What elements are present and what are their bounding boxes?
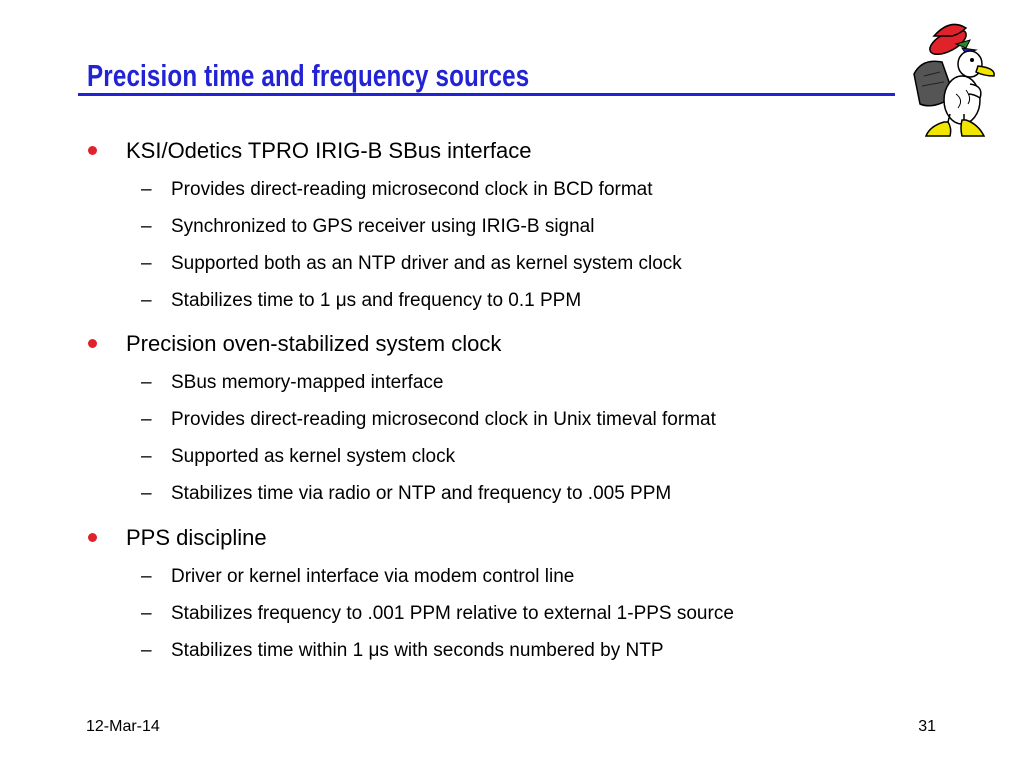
footer-date: 12-Mar-14 xyxy=(86,718,160,735)
bullet-text: Precision oven-stabilized system clock xyxy=(126,331,502,356)
dash-marker: – xyxy=(141,216,152,237)
sub-bullet-text: Provides direct-reading microsecond clock in BCD format xyxy=(171,179,653,200)
sub-bullet-text: Stabilizes time within 1 μs with seconds numbered by NTP xyxy=(171,640,664,661)
dash-marker: – xyxy=(141,409,152,430)
sub-bullet-text: Stabilizes frequency to .001 PPM relative to external 1-PPS source xyxy=(171,603,734,624)
dash-marker: – xyxy=(141,566,152,587)
bullet-text: PPS discipline xyxy=(126,525,267,550)
slide-title: Precision time and frequency sources xyxy=(87,58,530,93)
sub-bullet-text: Driver or kernel interface via modem control line xyxy=(171,566,575,587)
sub-bullet-text: Supported both as an NTP driver and as kernel system clock xyxy=(171,253,682,274)
sub-bullet-text: Stabilizes time to 1 μs and frequency to 0.1 PPM xyxy=(171,290,582,311)
sub-bullet-text: Supported as kernel system clock xyxy=(171,446,456,467)
sub-bullet-text: SBus memory-mapped interface xyxy=(171,372,444,393)
dash-marker: – xyxy=(141,372,152,393)
bullet-dot-icon xyxy=(88,146,97,155)
dash-marker: – xyxy=(141,603,152,624)
dash-marker: – xyxy=(141,446,152,467)
dash-marker: – xyxy=(141,483,152,504)
page-number: 31 xyxy=(918,718,936,735)
dash-marker: – xyxy=(141,179,152,200)
sub-bullet-text: Stabilizes time via radio or NTP and frequency to .005 PPM xyxy=(171,483,672,504)
dash-marker: – xyxy=(141,253,152,274)
bullet-text: KSI/Odetics TPRO IRIG-B SBus interface xyxy=(126,138,532,163)
sub-bullet-text: Provides direct-reading microsecond clock in Unix timeval format xyxy=(171,409,716,430)
dash-marker: – xyxy=(141,290,152,311)
sub-bullet-text: Synchronized to GPS receiver using IRIG-B signal xyxy=(171,216,595,237)
bullet-dot-icon xyxy=(88,339,97,348)
dash-marker: – xyxy=(141,640,152,661)
bullet-dot-icon xyxy=(88,533,97,542)
